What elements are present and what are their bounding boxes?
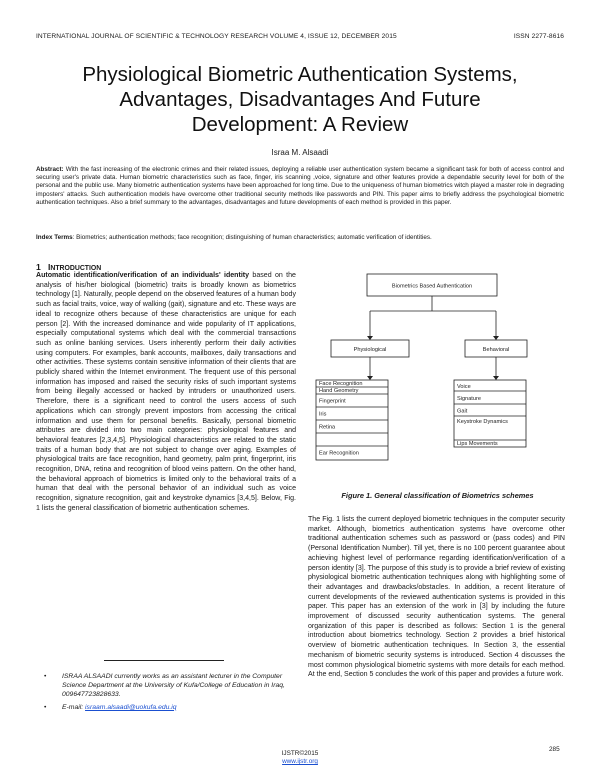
index-terms bbox=[36, 234, 564, 242]
physiological-item: Iris bbox=[319, 411, 327, 418]
arrowhead bbox=[367, 376, 373, 380]
publisher: IJSTR©2015 bbox=[281, 750, 319, 757]
behavioral-item: Signature bbox=[457, 396, 481, 402]
author-name: Israa M. Alsaadi bbox=[271, 148, 329, 157]
physiological-item: Hand Geometry bbox=[319, 388, 359, 395]
paper-title bbox=[30, 62, 570, 137]
index-terms-label: Index Terms bbox=[36, 234, 73, 241]
arrowhead bbox=[493, 376, 499, 380]
abstract-text: With the fast increasing of the electronic crimes and their related issues, deploying a reliable user authentication system became a significant task for both of access control and securing user's private data. Human biometric characteristics such as face, finger, iris scanning ,voice, signature and other features provide a dependable security level for both of the personal and the public use. Many biometric authentication systems have been approached for long time. Due to the uniqueness of human biometrics witch played a master role in degrading imposters' attacks. Such authentication models have overcome other traditional security methods like passwords and PIN. This paper aims to briefly address the psychological biometric authentication techniques. Also a brief summary to the advantages, disadvantages and future developments of each method is provided in this paper. bbox=[36, 166, 565, 206]
behavioral-item: Gait bbox=[457, 408, 468, 415]
page-footer bbox=[0, 750, 600, 766]
footnote-rule bbox=[104, 660, 224, 661]
behavioral-node-label: Behavioral bbox=[482, 347, 510, 353]
physiological-item: Face Recognition bbox=[319, 381, 363, 388]
physiological-node-label: Physiological bbox=[353, 347, 387, 353]
journal-header bbox=[36, 33, 564, 40]
left-column bbox=[36, 271, 296, 514]
email-label: E-mail: bbox=[62, 703, 84, 711]
physiological-item: Retina bbox=[319, 424, 336, 431]
behavioral-item: Voice bbox=[457, 384, 471, 390]
physiological-list bbox=[316, 380, 388, 460]
title-line: Development: A Review bbox=[191, 113, 409, 136]
title-line: Physiological Biometric Authentication Systems, bbox=[82, 63, 518, 86]
intro-body: based on the analysis of his/her biological (biometric) traits is broadly known as biometrics technology [1]. Naturally, people depend on the observed features of a human body such as facial traits, voice, way of walking (gait), signature and etc. These ways are ideal to recognize others because of these characteristics are unique for each person [2]. With the increased dominance and wide popularity of IT applications, especially computational systems which deal with the commercial transactions such as online banking services. Users inherently perform their daily activities using computers. For examples, bank accounts, mailboxes, daily transactions and other activities. These systems contain sensitive information of their clients that are publicly shared within the Internet environment. The frequent use of this personal information has imposed and raised the security risks of such important systems from being illegally accessed or hacked by intruders or unauthorized users. Therefore, there is a significant need to control the users access of such applications which can strongly prevent impostors from accessing the critical information and use them for personal benefits. Basically, personal biometric attributes are divided into two main categories: physiological features and behavioral features [2,3,4,5]. Physiological characteristics are related to the static traits of a human body that are not subject to change over aging. Examples of physiological traits are face recognition, hand geometry, palm print, fingerprint, iris recognition, DNA, retina and recognition of blood veins pattern. On the other hand, the behavioral approach of biometrics is limited only to the behavioral traits of a human that deal with the personal behavior of an individual such as voice recognition, signature recognition, gait and keystroke dynamics [3,4,5]. Below, Fig. 1 lists the general classification of biometric authentication schemes. bbox=[36, 272, 296, 512]
journal-name: INTERNATIONAL JOURNAL OF SCIENTIFIC & TECHNOLOGY RESEARCH VOLUME 4, ISSUE 12, DECEMBER 2015 bbox=[36, 33, 397, 40]
physiological-item: Ear Recognition bbox=[319, 450, 359, 457]
abstract-label: Abstract: bbox=[36, 166, 64, 173]
page-number: 285 bbox=[549, 746, 560, 753]
email-link[interactable]: israam.alsaadi@uokufa.edu.iq bbox=[85, 703, 177, 711]
figure-1 bbox=[310, 270, 565, 470]
email-footnote bbox=[44, 703, 296, 712]
arrowhead bbox=[367, 336, 373, 340]
abstract bbox=[36, 166, 564, 207]
behavioral-item: Keystroke Dynamics bbox=[457, 419, 508, 425]
physiological-item: Fingerprint bbox=[319, 398, 346, 405]
section-number: 1 bbox=[36, 262, 41, 272]
website-link[interactable]: www.ijstr.org bbox=[282, 758, 318, 765]
figure-caption: Figure 1. General classification of Biometrics schemes bbox=[341, 491, 534, 500]
right-column-body: The Fig. 1 lists the current deployed biometric techniques in the computer security market. Although, biometrics authentication systems have overcome other traditional authentication schemes such as password or (pass codes) and PIN (Personal Identification Number). Till yet, there is no 100 percent guarantee about achieving highest level of performance regarding identification/verification of a person identity [3]. The purpose of this study is to provide a brief review of existing physiological biometric authentication techniques along with highlighting some of their advantages and drawbacks/obstacles. In addition, a recent literature of current developments of the reviewed authentication systems is provided in this paper. This paper has an extension of the work in [3] by including the future improvement of discussed security authentication systems. The general organization of this paper is described as follows: Section 1 is the general introduction about biometrics technology. Section 2 provides a brief historical overview of biometric authentication techniques. In Section 3, the essential mechanism of biometric security systems is introduced. Section 4 discusses the most common physiological biometric systems with more details for each method. At the end, Section 5 concludes the work of this paper and provides a future work. bbox=[308, 516, 565, 679]
title-line: Advantages, Disadvantages And Future bbox=[119, 88, 481, 111]
root-node-label: Biometrics Based Authentication bbox=[391, 283, 473, 290]
arrowhead bbox=[493, 336, 499, 340]
index-terms-text: : Biometrics; authentication methods; face recognition; distinguishing of human characteristics; automatic verification of identities. bbox=[72, 234, 432, 241]
footnotes bbox=[44, 672, 296, 715]
intro-lead: Automatic identification/verification of an individuals' identity bbox=[36, 272, 250, 279]
behavioral-item: Lips Movements bbox=[457, 441, 498, 448]
section-title-initial: I bbox=[47, 262, 51, 272]
issn: ISSN 2277-8616 bbox=[513, 33, 564, 40]
section-title-rest: NTRODUCTION bbox=[50, 265, 102, 272]
behavioral-list bbox=[454, 380, 526, 447]
right-column bbox=[308, 515, 565, 680]
author-footnote: • ISRAA ALSAADI currently works as an assistant lecturer in the Computer Science Department at the University of Kufa/College of Education in Iraq, 009647723828633. bbox=[44, 672, 296, 700]
